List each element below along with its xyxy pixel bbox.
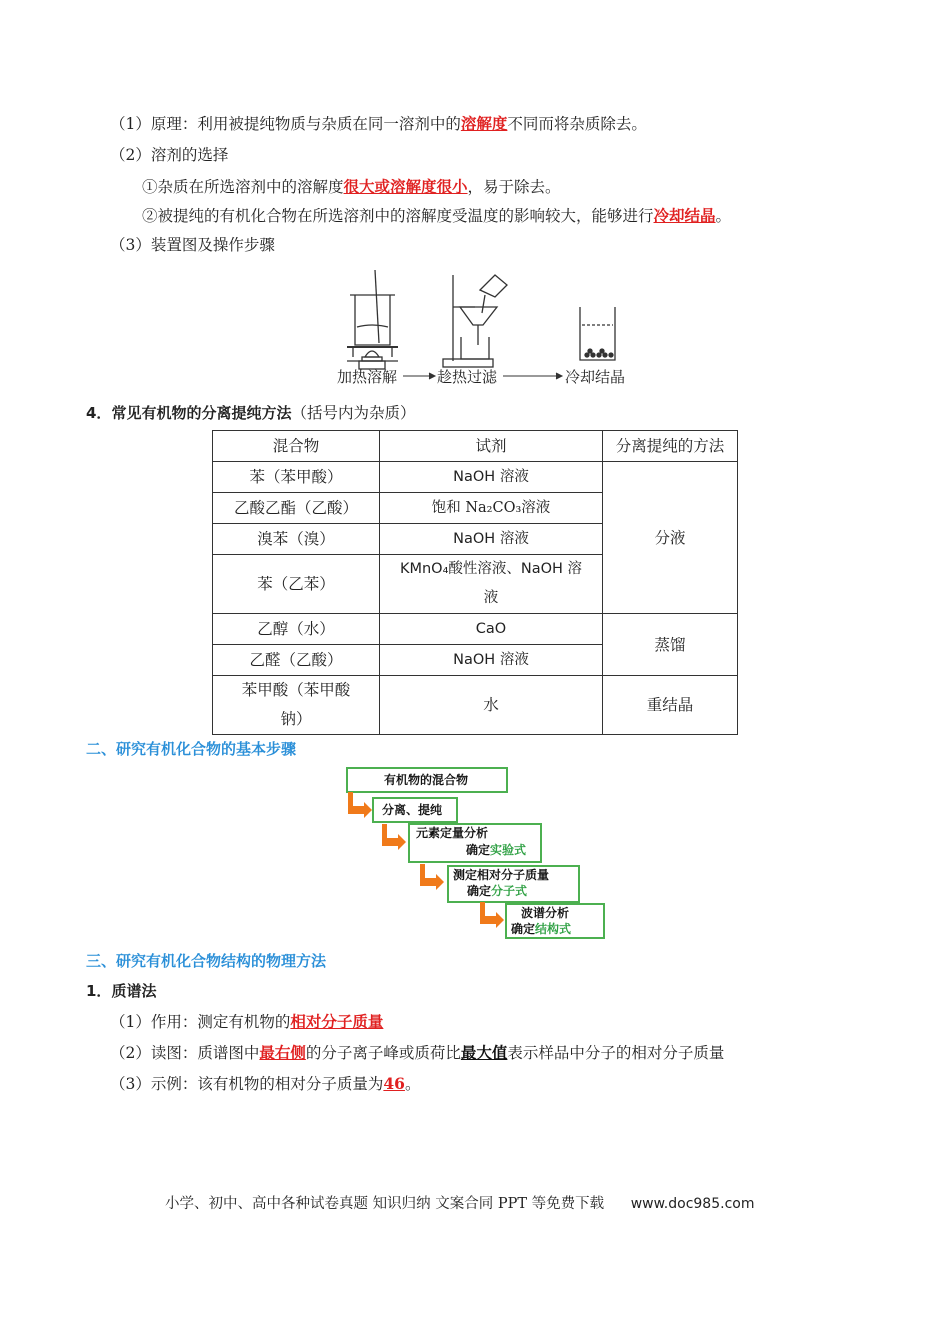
cell-reagent: 饱和 Na₂CO₃溶液 [380, 493, 603, 524]
flow-structural-formula: 结构式 [535, 922, 572, 936]
flow-box-line1: 元素定量分析 [416, 826, 489, 840]
flow-box-mixture: 有机物的混合物 [346, 767, 508, 793]
crystallization-beaker-icon [580, 307, 615, 360]
footer-site-link[interactable]: www.doc985.com [630, 1196, 755, 1212]
mass-spec-title: 质谱法 [111, 982, 157, 1000]
flow-box-separation: 分离、提纯 [372, 797, 458, 823]
reading-text-end: 表示样品中分子的相对分子质量 [507, 1044, 725, 1062]
cell-mixture: 溴苯（溴） [213, 524, 380, 555]
part3-heading: 三、研究有机化合物结构的物理方法 [86, 952, 327, 970]
section4-title: 常见有机物的分离提纯方法 [111, 404, 292, 422]
cell-mixture-line1: 苯甲酸（苯甲酸 [241, 681, 351, 699]
section4-heading [86, 402, 415, 424]
flow-box-line1: 波谱分析 [521, 906, 570, 920]
flow-box-spectroscopy [505, 903, 605, 939]
section4-number: 4． [86, 404, 112, 422]
principle-line [110, 113, 647, 135]
cell-reagent: NaOH 溶液 [380, 645, 603, 676]
keyword-cooling-crystallization: 冷却结晶 [653, 206, 716, 225]
rule1-text: ①杂质在所选溶剂中的溶解度 [142, 178, 344, 196]
principle-text-end: 不同而将杂质除去。 [507, 115, 647, 133]
rule2-text-end: 。 [715, 207, 732, 225]
rule2-text: ②被提纯的有机化合物在所选溶剂中的溶解度受温度的影响较大，能够进行 [142, 207, 654, 225]
mass-spec-number: 1． [86, 982, 112, 1000]
header-mixture: 混合物 [213, 431, 380, 462]
example-text: （3）示例：该有机物的相对分子质量为 [110, 1075, 384, 1093]
keyword-solubility-extreme: 很大或溶解度很小 [343, 177, 468, 196]
solvent-rule-1 [142, 176, 561, 198]
fig-step-crystallize: 冷却结晶 [565, 368, 626, 386]
filtration-apparatus-icon [443, 275, 507, 367]
flow-molecular-formula: 分子式 [491, 884, 528, 898]
page-footer [165, 1192, 754, 1213]
header-method: 分离提纯的方法 [603, 431, 738, 462]
header-reagent: 试剂 [380, 431, 603, 462]
footer-text: 小学、初中、高中各种试卷真题 知识归纳 文案合同 PPT 等免费下载 [165, 1196, 605, 1212]
cell-mixture: 乙醇（水） [213, 614, 380, 645]
section4-note: （括号内为杂质） [291, 404, 416, 422]
solvent-rule-2 [142, 205, 731, 227]
keyword-value-46: 46 [383, 1074, 405, 1093]
reading-text-mid: 的分子离子峰或质荷比 [305, 1044, 461, 1062]
cell-reagent [380, 555, 603, 614]
cell-mixture: 苯（乙苯） [213, 555, 380, 614]
part2-heading: 二、研究有机化合物的基本步骤 [86, 740, 297, 758]
reading-text: （2）读图：质谱图中 [110, 1044, 260, 1062]
flow-box-line1: 测定相对分子质量 [453, 868, 550, 882]
mass-spec-example [110, 1073, 420, 1095]
example-text-end: 。 [404, 1075, 421, 1093]
keyword-relative-molecular-mass: 相对分子质量 [290, 1012, 384, 1031]
solvent-choice-line: （2）溶剂的选择 [110, 146, 229, 164]
cell-mixture-line2: 钠） [280, 710, 312, 728]
fig-step-dissolve: 加热溶解 [337, 368, 398, 386]
flow-determine-label: 确定 [466, 843, 491, 857]
table-row [213, 676, 738, 735]
cell-reagent-line2: 液 [483, 590, 499, 606]
table-header-row [213, 431, 738, 462]
keyword-solubility: 溶解度 [460, 114, 508, 133]
apparatus-line: （3）装置图及操作步骤 [110, 236, 275, 254]
keyword-rightmost: 最右侧 [259, 1043, 306, 1062]
cell-reagent: CaO [380, 614, 603, 645]
cell-reagent: NaOH 溶液 [380, 524, 603, 555]
cell-mixture: 乙醛（乙酸） [213, 645, 380, 676]
cell-mixture: 苯（苯甲酸） [213, 462, 380, 493]
orange-arrow-icon [348, 792, 504, 928]
table-row [213, 614, 738, 645]
cell-reagent-line1: KMnO₄酸性溶液、NaOH 溶 [399, 561, 583, 577]
mass-spec-purpose [110, 1011, 383, 1033]
cell-reagent: 水 [380, 676, 603, 735]
flow-determine-label: 确定 [511, 922, 536, 936]
cell-mixture [213, 676, 380, 735]
cell-method-recrystallization: 重结晶 [603, 676, 738, 735]
keyword-maximum: 最大值 [460, 1043, 508, 1062]
flow-box-line2 [511, 921, 603, 937]
flow-empirical-formula: 实验式 [490, 843, 527, 857]
heating-apparatus-icon [347, 270, 398, 369]
flow-determine-label: 确定 [467, 884, 492, 898]
cell-reagent: NaOH 溶液 [380, 462, 603, 493]
cell-method-separatory: 分液 [603, 462, 738, 614]
table-row [213, 462, 738, 493]
cell-method-distillation: 蒸馏 [603, 614, 738, 676]
separation-methods-table [212, 430, 738, 735]
flow-arrows [340, 790, 520, 930]
principle-text: （1）原理：利用被提纯物质与杂质在同一溶剂中的 [110, 115, 461, 133]
cell-mixture: 乙酸乙酯（乙酸） [213, 493, 380, 524]
fig-step-filter: 趁热过滤 [437, 368, 498, 386]
mass-spec-reading [110, 1042, 724, 1064]
mass-spec-heading [86, 980, 156, 1002]
rule1-text-end: ，易于除去。 [467, 178, 561, 196]
purpose-text: （1）作用：测定有机物的 [110, 1013, 291, 1031]
